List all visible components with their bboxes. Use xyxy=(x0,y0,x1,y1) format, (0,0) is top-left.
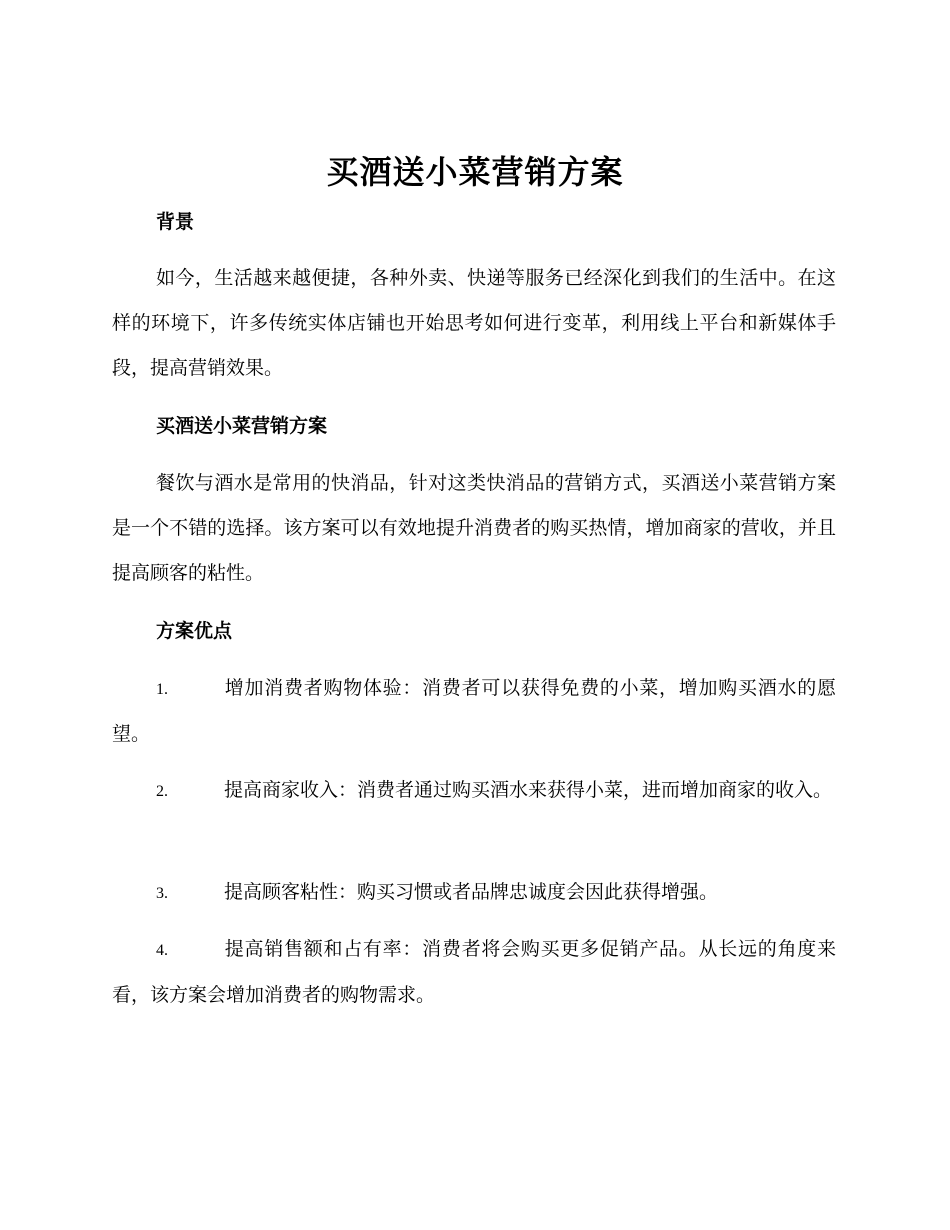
list-item-number: 1. xyxy=(156,681,168,698)
list-item-text: 提高商家收入：消费者通过购买酒水来获得小菜，进而增加商家的收入。 xyxy=(224,779,833,801)
background-paragraph: 如今，生活越来越便捷，各种外卖、快递等服务已经深化到我们的生活中。在这样的环境下，许多传统实体店铺也开始思考如何进行变革，利用线上平台和新媒体手段，提高营销效果。 xyxy=(112,267,836,379)
list-item-text: 提高销售额和占有率：消费者将会购买更多促销产品。从长远的角度来看，该方案会增加消费者的购物需求。 xyxy=(112,938,836,1006)
list-item-number: 2. xyxy=(156,783,168,800)
section-heading-background: 背景 xyxy=(156,211,195,233)
advantage-list-item-1 xyxy=(112,666,836,757)
document-title: 买酒送小菜营销方案 xyxy=(326,153,624,191)
list-item-number: 4. xyxy=(156,942,168,959)
advantage-list-item-2 xyxy=(112,768,836,814)
section-heading-advantages: 方案优点 xyxy=(156,620,233,642)
advantage-list-item-4 xyxy=(112,927,836,1018)
advantage-list-item-3 xyxy=(112,870,836,916)
list-item-text: 提高顾客粘性：购买习惯或者品牌忠诚度会因此获得增强。 xyxy=(224,881,719,903)
list-item-text: 增加消费者购物体验：消费者可以获得免费的小菜，增加购买酒水的愿望。 xyxy=(112,677,836,745)
section-heading-plan: 买酒送小菜营销方案 xyxy=(156,415,328,437)
list-item-number: 3. xyxy=(156,885,168,902)
plan-paragraph: 餐饮与酒水是常用的快消品，针对这类快消品的营销方式，买酒送小菜营销方案是一个不错的选择。该方案可以有效地提升消费者的购买热情，增加商家的营收，并且提高顾客的粘性。 xyxy=(112,472,836,584)
